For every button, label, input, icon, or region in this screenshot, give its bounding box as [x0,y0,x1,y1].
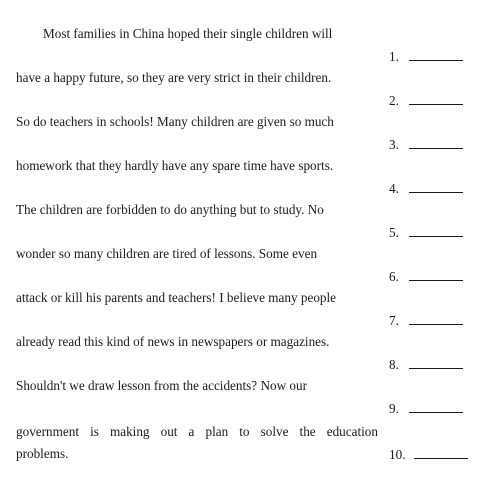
passage-line: already read this kind of news in newspapers or magazines. [16,334,330,349]
answer-number: 4. [389,181,399,196]
passage-line: homework that they hardly have any spare time have sports. [16,158,334,173]
passage-line: The children are forbidden to do anything but to study. No [16,202,324,217]
passage-line: Most families in China hoped their single children will [43,26,333,41]
answer-number: 6. [389,269,399,284]
passage-line: wonder so many children are tired of lessons. Some even [16,246,318,261]
answer-number: 3. [389,137,399,152]
answer-number: 8. [389,357,399,372]
passage-line: problems. [16,446,69,461]
answer-blank-2[interactable] [389,92,463,109]
answer-blank-8[interactable] [389,356,463,373]
passage-line: government is making out a plan to solve the education [16,424,378,439]
answer-number: 7. [389,313,399,328]
answer-line[interactable] [409,136,463,149]
answer-line[interactable] [409,268,463,281]
answer-line[interactable] [409,356,463,369]
passage-line: have a happy future, so they are very strict in their children. [16,70,332,85]
answer-line[interactable] [409,48,463,61]
answer-number: 2. [389,93,399,108]
answer-blank-10[interactable] [389,446,468,463]
answer-number: 5. [389,225,399,240]
passage-line: attack or kill his parents and teachers! I believe many people [16,290,337,305]
answer-line[interactable] [409,312,463,325]
answer-line[interactable] [409,92,463,105]
answer-blank-7[interactable] [389,312,463,329]
answer-line[interactable] [414,446,468,459]
answer-blank-6[interactable] [389,268,463,285]
answer-line[interactable] [409,400,463,413]
passage-line: Shouldn't we draw lesson from the accidents? Now our [16,378,307,393]
answer-number: 9. [389,401,399,416]
answer-number: 10. [389,447,406,462]
answer-blank-5[interactable] [389,224,463,241]
answer-blank-3[interactable] [389,136,463,153]
answer-number: 1. [389,49,399,64]
answer-line[interactable] [409,180,463,193]
answer-blank-1[interactable] [389,48,463,65]
passage-line: So do teachers in schools! Many children are given so much [16,114,334,129]
answer-blank-9[interactable] [389,400,463,417]
answer-line[interactable] [409,224,463,237]
answer-blank-4[interactable] [389,180,463,197]
